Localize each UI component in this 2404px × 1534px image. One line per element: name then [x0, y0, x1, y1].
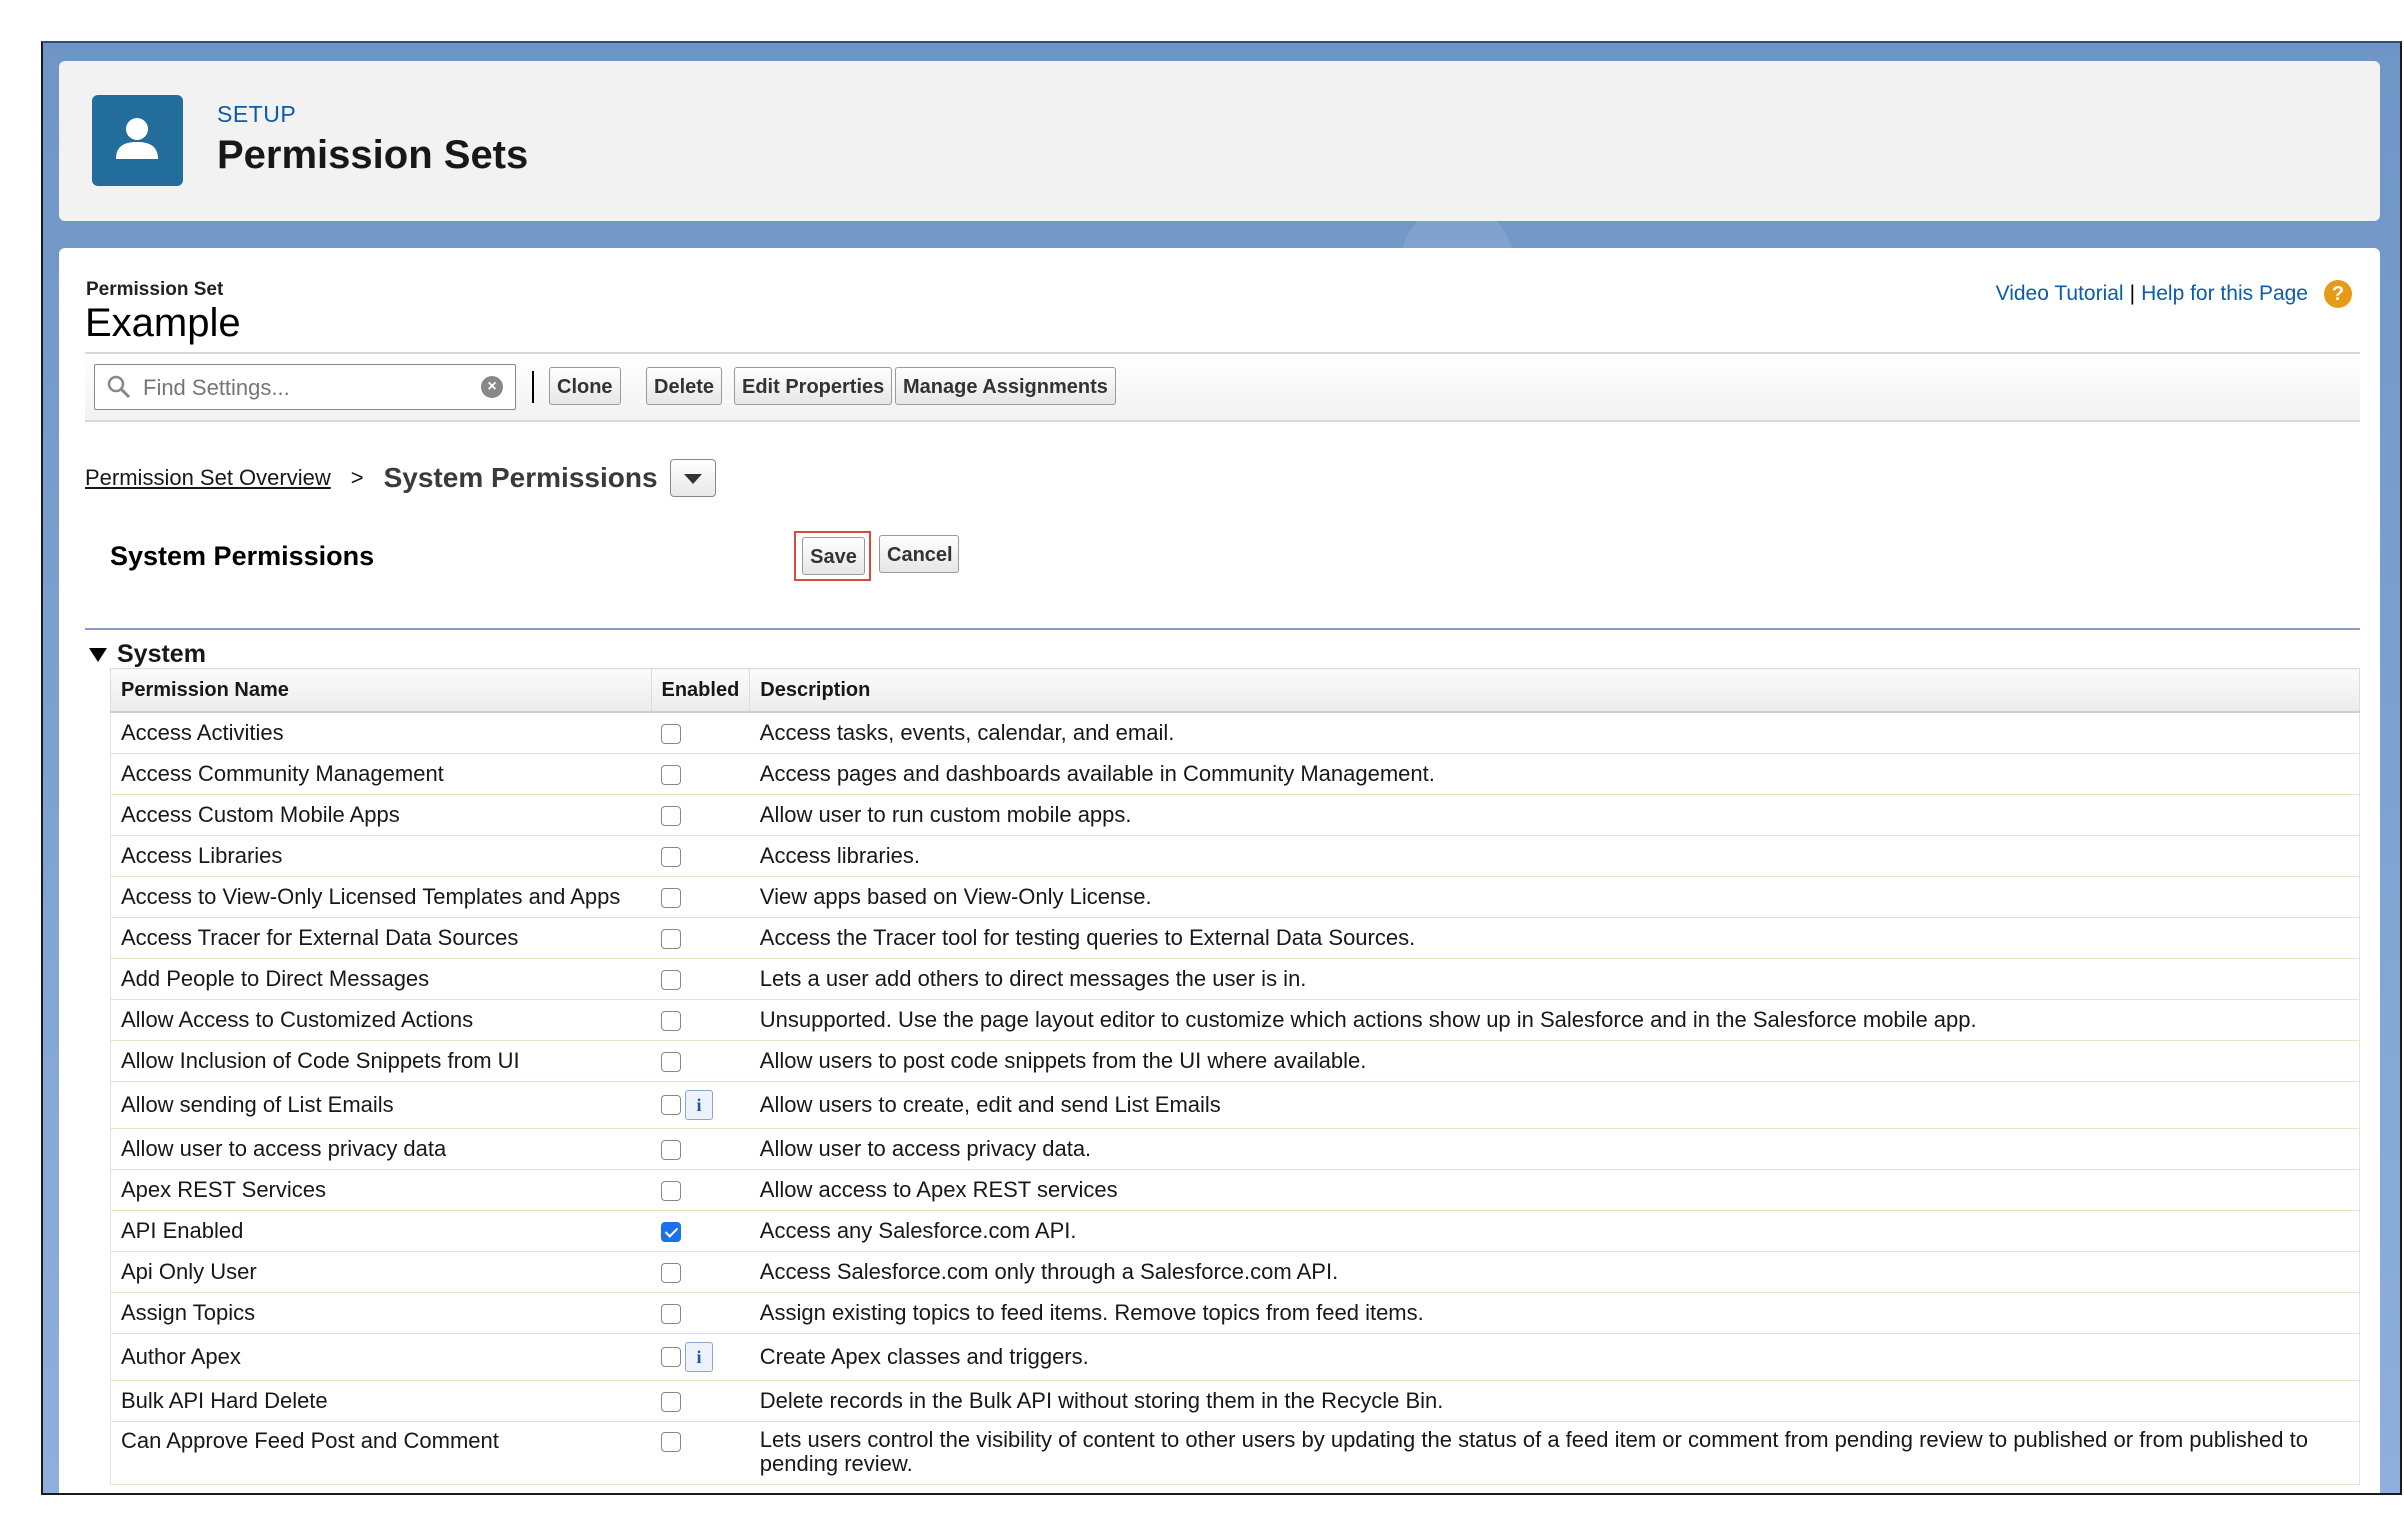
enabled-cell	[651, 1082, 750, 1129]
enabled-checkbox[interactable]	[661, 1052, 681, 1072]
enabled-checkbox[interactable]	[661, 1263, 681, 1283]
section-divider	[85, 628, 2360, 630]
permission-description: Allow access to Apex REST services	[750, 1170, 2360, 1211]
permission-description: Create Apex classes and triggers.	[750, 1334, 2360, 1381]
permission-description: Access Salesforce.com only through a Salesforce.com API.	[750, 1252, 2360, 1293]
help-icon[interactable]: ?	[2324, 280, 2352, 308]
enabled-cell	[651, 1170, 750, 1211]
permission-description: Access tasks, events, calendar, and email.	[750, 712, 2360, 754]
enabled-checkbox[interactable]	[661, 1347, 681, 1367]
permission-description: Allow users to post code snippets from the UI where available.	[750, 1041, 2360, 1082]
permission-name: API Enabled	[111, 1211, 652, 1252]
table-row	[111, 712, 2360, 754]
table-row	[111, 1082, 2360, 1129]
info-icon[interactable]: i	[685, 1090, 713, 1120]
enabled-cell	[651, 754, 750, 795]
help-page-link[interactable]: Help for this Page	[2141, 282, 2308, 305]
permission-name: Can Approve Feed Post and Comment	[111, 1422, 652, 1485]
breadcrumb	[85, 458, 716, 498]
table-row	[111, 1293, 2360, 1334]
edit-properties-button[interactable]: Edit Properties	[734, 367, 892, 405]
enabled-cell	[651, 918, 750, 959]
enabled-checkbox[interactable]	[661, 724, 681, 744]
table-row	[111, 1334, 2360, 1381]
enabled-cell	[651, 877, 750, 918]
breadcrumb-current: System Permissions	[383, 462, 658, 493]
permission-set-name: Example	[85, 301, 241, 345]
permission-name: Author Apex	[111, 1334, 652, 1381]
delete-button[interactable]: Delete	[646, 367, 722, 405]
permission-name: Access Custom Mobile Apps	[111, 795, 652, 836]
group-title: System	[117, 640, 206, 668]
clone-button[interactable]: Clone	[549, 367, 621, 405]
column-header-enabled: Enabled	[651, 669, 750, 713]
system-group-toggle[interactable]	[89, 640, 206, 669]
breadcrumb-overview-link[interactable]: Permission Set Overview	[85, 465, 331, 490]
table-header-row	[111, 669, 2360, 713]
page-title: Permission Sets	[217, 133, 529, 177]
permission-description: Lets users control the visibility of content to other users by updating the status of a feed item or comment from pending review to published or from published to pending review.	[750, 1422, 2360, 1485]
breadcrumb-dropdown-icon[interactable]	[670, 459, 716, 497]
table-row	[111, 918, 2360, 959]
permission-description: Access any Salesforce.com API.	[750, 1211, 2360, 1252]
permission-name: Access Community Management	[111, 754, 652, 795]
table-row	[111, 754, 2360, 795]
search-box	[94, 364, 516, 410]
search-icon	[107, 375, 131, 399]
permission-name: Allow Inclusion of Code Snippets from UI	[111, 1041, 652, 1082]
permission-description: Unsupported. Use the page layout editor to customize which actions show up in Salesforce and in the Salesforce mobile app.	[750, 1000, 2360, 1041]
toolbar	[85, 352, 2360, 422]
table-row	[111, 959, 2360, 1000]
permission-name: Allow sending of List Emails	[111, 1082, 652, 1129]
column-header-name: Permission Name	[111, 669, 652, 713]
enabled-cell	[651, 836, 750, 877]
table-row	[111, 1211, 2360, 1252]
table-row	[111, 877, 2360, 918]
enabled-cell	[651, 1293, 750, 1334]
enabled-checkbox[interactable]	[661, 1011, 681, 1031]
permission-name: Access Tracer for External Data Sources	[111, 918, 652, 959]
user-icon	[92, 95, 183, 186]
enabled-cell	[651, 1334, 750, 1381]
enabled-checkbox[interactable]	[661, 1222, 681, 1242]
toolbar-separator	[532, 371, 534, 403]
permission-description: Access libraries.	[750, 836, 2360, 877]
enabled-cell	[651, 1211, 750, 1252]
header-eyebrow: SETUP	[217, 101, 297, 127]
enabled-checkbox[interactable]	[661, 1095, 681, 1115]
enabled-checkbox[interactable]	[661, 970, 681, 990]
enabled-cell	[651, 1129, 750, 1170]
breadcrumb-separator: >	[350, 465, 364, 490]
search-input[interactable]	[141, 371, 465, 405]
collapse-triangle-icon	[89, 648, 107, 662]
enabled-cell	[651, 1041, 750, 1082]
permission-description: Delete records in the Bulk API without storing them in the Recycle Bin.	[750, 1381, 2360, 1422]
app-frame	[41, 41, 2402, 1495]
permission-name: Access Activities	[111, 712, 652, 754]
permission-name: Allow Access to Customized Actions	[111, 1000, 652, 1041]
enabled-cell	[651, 795, 750, 836]
permissions-table	[110, 668, 2360, 1485]
info-icon[interactable]: i	[685, 1342, 713, 1372]
enabled-cell	[651, 1000, 750, 1041]
table-row	[111, 836, 2360, 877]
content-card	[59, 248, 2380, 1495]
permission-name: Assign Topics	[111, 1293, 652, 1334]
enabled-cell	[651, 712, 750, 754]
enabled-checkbox[interactable]	[661, 765, 681, 785]
enabled-checkbox[interactable]	[661, 1392, 681, 1412]
table-row	[111, 1381, 2360, 1422]
section-title: System Permissions	[110, 541, 375, 571]
table-row	[111, 1041, 2360, 1082]
enabled-cell	[651, 1422, 750, 1485]
column-header-description: Description	[750, 669, 2360, 713]
table-row	[111, 1422, 2360, 1485]
permission-description: Allow user to access privacy data.	[750, 1129, 2360, 1170]
table-row	[111, 1252, 2360, 1293]
video-tutorial-link[interactable]: Video Tutorial	[1995, 282, 2124, 305]
permission-description: Access the Tracer tool for testing queries to External Data Sources.	[750, 918, 2360, 959]
help-separator: |	[2129, 282, 2136, 305]
enabled-checkbox[interactable]	[661, 1140, 681, 1160]
enabled-checkbox[interactable]	[661, 1181, 681, 1201]
clear-search-icon[interactable]: ×	[481, 376, 503, 398]
table-row	[111, 1000, 2360, 1041]
permission-name: Apex REST Services	[111, 1170, 652, 1211]
save-button[interactable]: Save	[802, 537, 865, 575]
table-row	[111, 1129, 2360, 1170]
table-row	[111, 1170, 2360, 1211]
permission-name: Add People to Direct Messages	[111, 959, 652, 1000]
enabled-checkbox[interactable]	[661, 929, 681, 949]
permission-name: Access Libraries	[111, 836, 652, 877]
enabled-checkbox[interactable]	[661, 1432, 681, 1452]
cancel-button[interactable]: Cancel	[879, 535, 959, 573]
permission-description: Allow users to create, edit and send List Emails	[750, 1082, 2360, 1129]
permission-description: Lets a user add others to direct messages the user is in.	[750, 959, 2360, 1000]
permission-name: Api Only User	[111, 1252, 652, 1293]
page-header	[59, 61, 2380, 221]
permission-description: Access pages and dashboards available in Community Management.	[750, 754, 2360, 795]
enabled-cell	[651, 959, 750, 1000]
permission-description: Allow user to run custom mobile apps.	[750, 795, 2360, 836]
enabled-checkbox[interactable]	[661, 1304, 681, 1324]
permission-name: Access to View-Only Licensed Templates and Apps	[111, 877, 652, 918]
help-links	[1996, 280, 2352, 308]
permission-description: View apps based on View-Only License.	[750, 877, 2360, 918]
permission-name: Allow user to access privacy data	[111, 1129, 652, 1170]
enabled-cell	[651, 1381, 750, 1422]
enabled-checkbox[interactable]	[661, 806, 681, 826]
permission-set-label: Permission Set	[86, 279, 224, 300]
manage-assignments-button[interactable]: Manage Assignments	[895, 367, 1116, 405]
permission-description: Assign existing topics to feed items. Remove topics from feed items.	[750, 1293, 2360, 1334]
save-button-highlight	[794, 531, 871, 581]
enabled-checkbox[interactable]	[661, 888, 681, 908]
permission-name: Bulk API Hard Delete	[111, 1381, 652, 1422]
enabled-checkbox[interactable]	[661, 847, 681, 867]
enabled-cell	[651, 1252, 750, 1293]
table-row	[111, 795, 2360, 836]
